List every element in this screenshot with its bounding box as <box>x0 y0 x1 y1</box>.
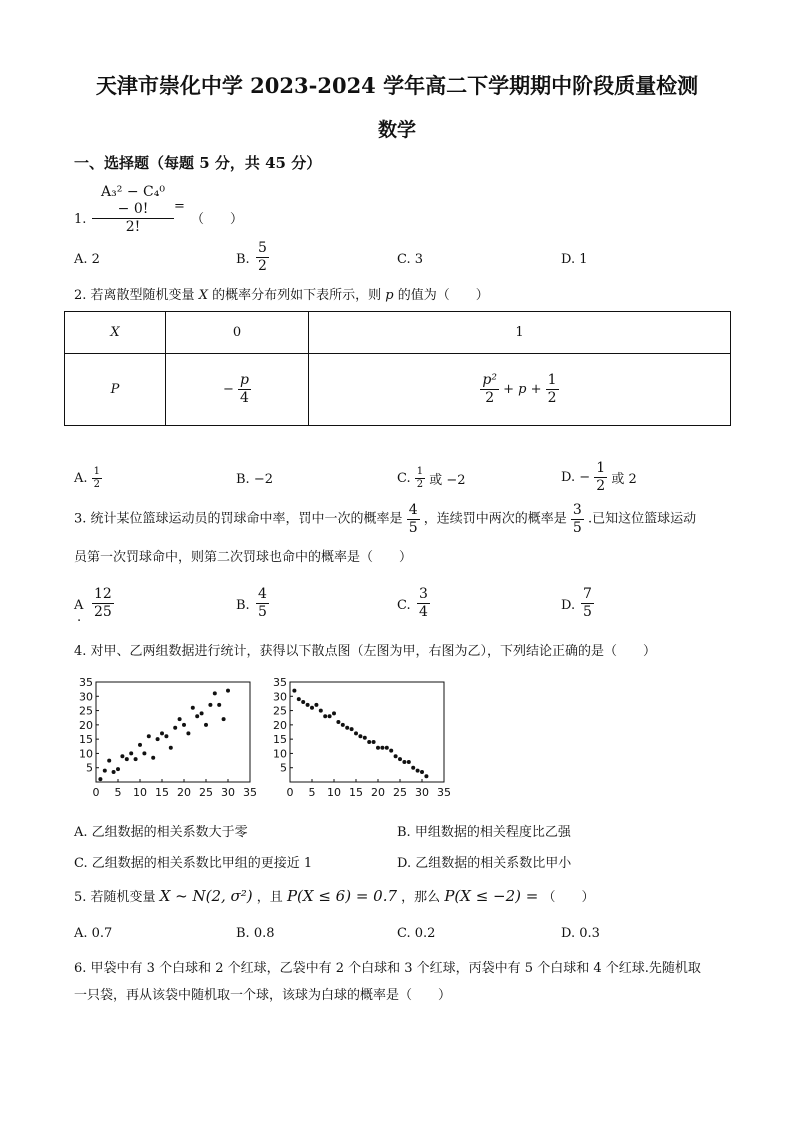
q3-f1-num: 4 <box>408 502 418 518</box>
scatter-point <box>345 726 349 730</box>
y-tick-label: 15 <box>79 733 93 747</box>
q4-option-d: D. 乙组数据的相关系数比甲小 <box>397 856 572 871</box>
scatter-point <box>186 731 190 735</box>
q3-option-c-fraction <box>417 586 430 621</box>
plot-frame <box>96 682 250 782</box>
scatter-point <box>222 717 226 721</box>
x-tick-label: 10 <box>327 786 341 799</box>
scatter-point <box>420 770 424 774</box>
scatter-point <box>200 711 204 715</box>
q4-option-a: A. 乙组数据的相关系数大于零 <box>74 825 248 840</box>
q2-option-d-sign: − <box>579 470 591 485</box>
q2-option-a-fraction <box>92 466 102 491</box>
q1-equals: = <box>174 199 185 214</box>
scatter-point <box>363 736 367 740</box>
y-tick-label: 20 <box>273 718 287 732</box>
q1-option-b-num: 5 <box>258 240 267 256</box>
y-tick-label: 35 <box>79 676 93 689</box>
scatter-point <box>103 769 107 773</box>
scatter-point <box>182 723 186 727</box>
scatter-point <box>297 697 301 701</box>
scatter-point <box>407 760 411 764</box>
table-cell-x1: 1 <box>309 312 731 354</box>
scatter-point <box>112 770 116 774</box>
question-3-line-1 <box>74 502 696 537</box>
scatter-point <box>336 720 340 724</box>
q2-option-c-num: 1 <box>416 466 424 477</box>
scatter-point <box>129 751 133 755</box>
q3-line1-post: .已知这位篮球运动 <box>587 511 697 527</box>
table-cell-p1 <box>309 354 731 426</box>
q1-option-c: C. 3 <box>397 252 424 267</box>
x-tick-label: 0 <box>286 786 294 799</box>
q2-option-c <box>397 466 466 491</box>
q2-stem-post: 的值为（ ） <box>397 288 489 303</box>
q2-option-c-label: C. <box>397 471 411 486</box>
q3-option-b-num: 4 <box>258 586 267 602</box>
scatter-point <box>160 731 164 735</box>
scatter-point <box>319 709 323 713</box>
scatter-point <box>301 700 305 704</box>
q5-mid2: ，那么 <box>401 890 441 905</box>
q5-distribution: X ~ N(2, σ²) <box>159 887 253 905</box>
scatter-point <box>142 751 146 755</box>
x-tick-label: 30 <box>415 786 429 799</box>
question-3-line-2: 员第一次罚球命中，则第二次罚球也命中的概率是（ ） <box>74 550 413 565</box>
q3-option-a-dot: . <box>77 610 82 625</box>
q2-variable: X <box>198 288 208 303</box>
q2-option-d-tail: 或 2 <box>611 472 637 487</box>
x-tick-label: 15 <box>155 786 169 799</box>
q5-option-d: D. 0.3 <box>561 926 600 941</box>
scatter-point <box>424 774 428 778</box>
question-4: 4. 对甲、乙两组数据进行统计，获得以下散点图（左图为甲，右图为乙），下列结论正确的是（ ） <box>74 644 657 659</box>
scatter-point <box>389 749 393 753</box>
scatter-point <box>178 717 182 721</box>
p1-fraction-a <box>480 372 499 407</box>
q2-option-c-fraction <box>415 466 425 491</box>
scatter-point <box>208 703 212 707</box>
q2-option-a-num: 1 <box>93 466 101 477</box>
table-header-x: X <box>65 312 166 354</box>
scatter-point <box>138 743 142 747</box>
x-tick-label: 30 <box>221 786 235 799</box>
scatter-point <box>191 706 195 710</box>
scatter-point <box>134 757 138 761</box>
y-tick-label: 20 <box>79 718 93 732</box>
scatter-point <box>292 689 296 693</box>
scatter-point <box>380 746 384 750</box>
scatter-point <box>226 689 230 693</box>
scatter-point <box>306 703 310 707</box>
scatter-point <box>120 754 124 758</box>
scatter-point <box>116 767 120 771</box>
q5-option-a: A. 0.7 <box>74 926 113 941</box>
scatter-point <box>310 706 314 710</box>
scatter-point <box>372 740 376 744</box>
q5-paren: （ ） <box>542 890 595 905</box>
y-tick-label: 10 <box>273 747 287 761</box>
scatter-point <box>350 727 354 731</box>
y-tick-label: 25 <box>79 704 93 718</box>
exam-title: 天津市崇化中学 2023-2024 学年高二下学期期中阶段质量检测 <box>95 73 699 98</box>
p1-b-den: 2 <box>547 390 557 406</box>
y-tick-label: 5 <box>86 761 93 775</box>
q1-option-b-fraction <box>256 240 269 275</box>
p1-fraction-b <box>546 372 559 407</box>
scatter-point <box>376 746 380 750</box>
q3-option-d-label: D. <box>561 598 576 613</box>
q1-paren: （ ） <box>191 212 244 227</box>
scatter-point <box>398 757 402 761</box>
q5-pre: 5. 若随机变量 <box>74 890 156 905</box>
q3-option-a-fraction <box>92 586 114 621</box>
q2-p: p <box>385 288 394 303</box>
q3-fraction-1 <box>407 502 420 537</box>
x-tick-label: 15 <box>349 786 363 799</box>
scatter-point <box>217 703 221 707</box>
scatter-point <box>323 714 327 718</box>
q3-option-b-label: B. <box>236 598 250 613</box>
scatter-point <box>151 756 155 760</box>
question-2 <box>74 286 489 306</box>
y-tick-label: 5 <box>280 761 287 775</box>
p0-den: 4 <box>240 390 249 406</box>
scatter-point <box>213 691 217 695</box>
section-heading: 一、选择题（每题 5 分，共 45 分） <box>74 154 322 172</box>
q2-option-c-den: 2 <box>416 479 424 490</box>
q2-option-a-label: A. <box>74 471 88 486</box>
scatter-point <box>195 714 199 718</box>
question-6-line-1: 6. 甲袋中有 3 个白球和 2 个红球，乙袋中有 2 个白球和 3 个红球，丙袋中有 5 个白球和 4 个红球.先随机取 <box>74 961 701 976</box>
q3-f2-num: 3 <box>572 502 582 518</box>
distribution-table <box>64 311 731 426</box>
table-row-p <box>65 354 731 426</box>
q3-line1-pre: 3. 统计某位篮球运动员的罚球命中率，罚中一次的概率是 <box>74 511 403 527</box>
q2-option-a <box>74 466 102 491</box>
x-tick-label: 25 <box>199 786 213 799</box>
q3-option-c-num: 3 <box>419 586 428 602</box>
q1-number: 1. <box>74 212 87 227</box>
q1-option-a: A. 2 <box>74 252 100 267</box>
scatter-point <box>314 703 318 707</box>
q3-fraction-2 <box>571 502 584 537</box>
scatter-point <box>416 769 420 773</box>
x-tick-label: 5 <box>114 786 122 799</box>
scatter-point <box>107 759 111 763</box>
q2-option-c-tail: 或 −2 <box>429 473 466 488</box>
q1-option-b-den: 2 <box>258 258 267 274</box>
q3-option-c-den: 4 <box>419 604 428 620</box>
q5-condition: P(X ≤ 6) = 0.7 <box>286 887 398 905</box>
q5-option-b: B. 0.8 <box>236 926 275 941</box>
question-5 <box>74 886 595 908</box>
p1-mid: + p + <box>503 382 542 397</box>
scatter-point <box>402 760 406 764</box>
subject-title: 数学 <box>377 119 416 141</box>
q2-option-a-den: 2 <box>93 479 101 490</box>
table-cell-p0 <box>166 354 309 426</box>
y-tick-label: 10 <box>79 747 93 761</box>
x-tick-label: 5 <box>308 786 316 799</box>
x-tick-label: 20 <box>371 786 385 799</box>
p1-b-num: 1 <box>547 372 557 388</box>
q2-stem-pre: 2. 若离散型随机变量 <box>74 288 195 303</box>
question-6-line-2: 一只袋，再从该袋中随机取一个球，该球为白球的概率是（ ） <box>74 988 452 1003</box>
q5-option-c: C. 0.2 <box>397 926 436 941</box>
scatter-point <box>385 746 389 750</box>
y-tick-label: 30 <box>79 690 93 704</box>
p1-a-den: 2 <box>485 390 495 406</box>
scatter-point <box>156 737 160 741</box>
x-tick-label: 20 <box>177 786 191 799</box>
x-tick-label: 35 <box>243 786 257 799</box>
q3-option-a-den: 25 <box>94 604 112 620</box>
y-tick-label: 35 <box>273 676 287 689</box>
x-tick-label: 10 <box>133 786 147 799</box>
q3-option-d-num: 7 <box>583 586 592 602</box>
table-header-p: P <box>65 354 166 426</box>
q5-mid1: ，且 <box>256 890 283 905</box>
y-tick-label: 25 <box>273 704 287 718</box>
x-tick-label: 35 <box>437 786 451 799</box>
q2-stem-mid: 的概率分布列如下表所示，则 <box>212 288 382 303</box>
q1-denominator: 2! <box>125 219 141 235</box>
table-row-x <box>65 312 731 354</box>
q3-option-b-fraction <box>256 586 269 621</box>
q2-option-d-label: D. <box>561 470 576 485</box>
scatter-point <box>341 723 345 727</box>
q4-option-c: C. 乙组数据的相关系数比甲组的更接近 1 <box>74 856 313 871</box>
q3-option-b-den: 5 <box>258 604 267 620</box>
x-tick-label: 0 <box>92 786 100 799</box>
q5-ask: P(X ≤ −2) = <box>444 887 539 905</box>
q4-option-b: B. 甲组数据的相关程度比乙强 <box>397 825 571 840</box>
q3-option-a-label: A <box>74 598 84 613</box>
p0-fraction <box>238 372 251 407</box>
q3-option-d-den: 5 <box>583 604 592 620</box>
table-cell-x0: 0 <box>166 312 309 354</box>
q1-option-d: D. 1 <box>561 252 588 267</box>
scatter-point <box>125 757 129 761</box>
scatter-point <box>328 714 332 718</box>
plot-frame <box>290 682 444 782</box>
scatter-point <box>394 754 398 758</box>
scatter-plot-yi <box>258 672 458 806</box>
scatter-point <box>354 731 358 735</box>
q3-f2-den: 5 <box>572 520 582 536</box>
scatter-point <box>411 766 415 770</box>
y-tick-label: 15 <box>273 733 287 747</box>
x-tick-label: 25 <box>393 786 407 799</box>
scatter-point <box>169 746 173 750</box>
scatter-point <box>204 723 208 727</box>
q3-option-d-fraction <box>581 586 594 621</box>
scatter-point <box>332 711 336 715</box>
q1-expression <box>92 184 174 236</box>
scatter-point <box>173 726 177 730</box>
q2-option-d-fraction <box>594 460 607 495</box>
q3-option-a-num: 12 <box>94 586 112 602</box>
q2-option-d-den: 2 <box>596 478 606 494</box>
q2-option-d <box>561 460 637 495</box>
q2-option-d-num: 1 <box>596 460 606 476</box>
q2-option-b: B. −2 <box>236 472 273 487</box>
scatter-point <box>147 734 151 738</box>
scatter-plot-jia <box>64 672 264 806</box>
scatter-point <box>358 734 362 738</box>
q3-line1-mid: ，连续罚中两次的概率是 <box>423 511 567 527</box>
p1-a-num: p² <box>482 372 497 388</box>
p0-num: p <box>240 372 249 388</box>
y-tick-label: 30 <box>273 690 287 704</box>
q1-option-b-label: B. <box>236 252 250 267</box>
p0-sign: − <box>222 382 234 397</box>
q3-f1-den: 5 <box>408 520 418 536</box>
scatter-point <box>98 777 102 781</box>
scatter-point <box>367 740 371 744</box>
scatter-point <box>164 734 168 738</box>
q3-option-c-label: C. <box>397 598 411 613</box>
q1-numerator: A₃² − C₄⁰ − 0! <box>92 184 174 219</box>
